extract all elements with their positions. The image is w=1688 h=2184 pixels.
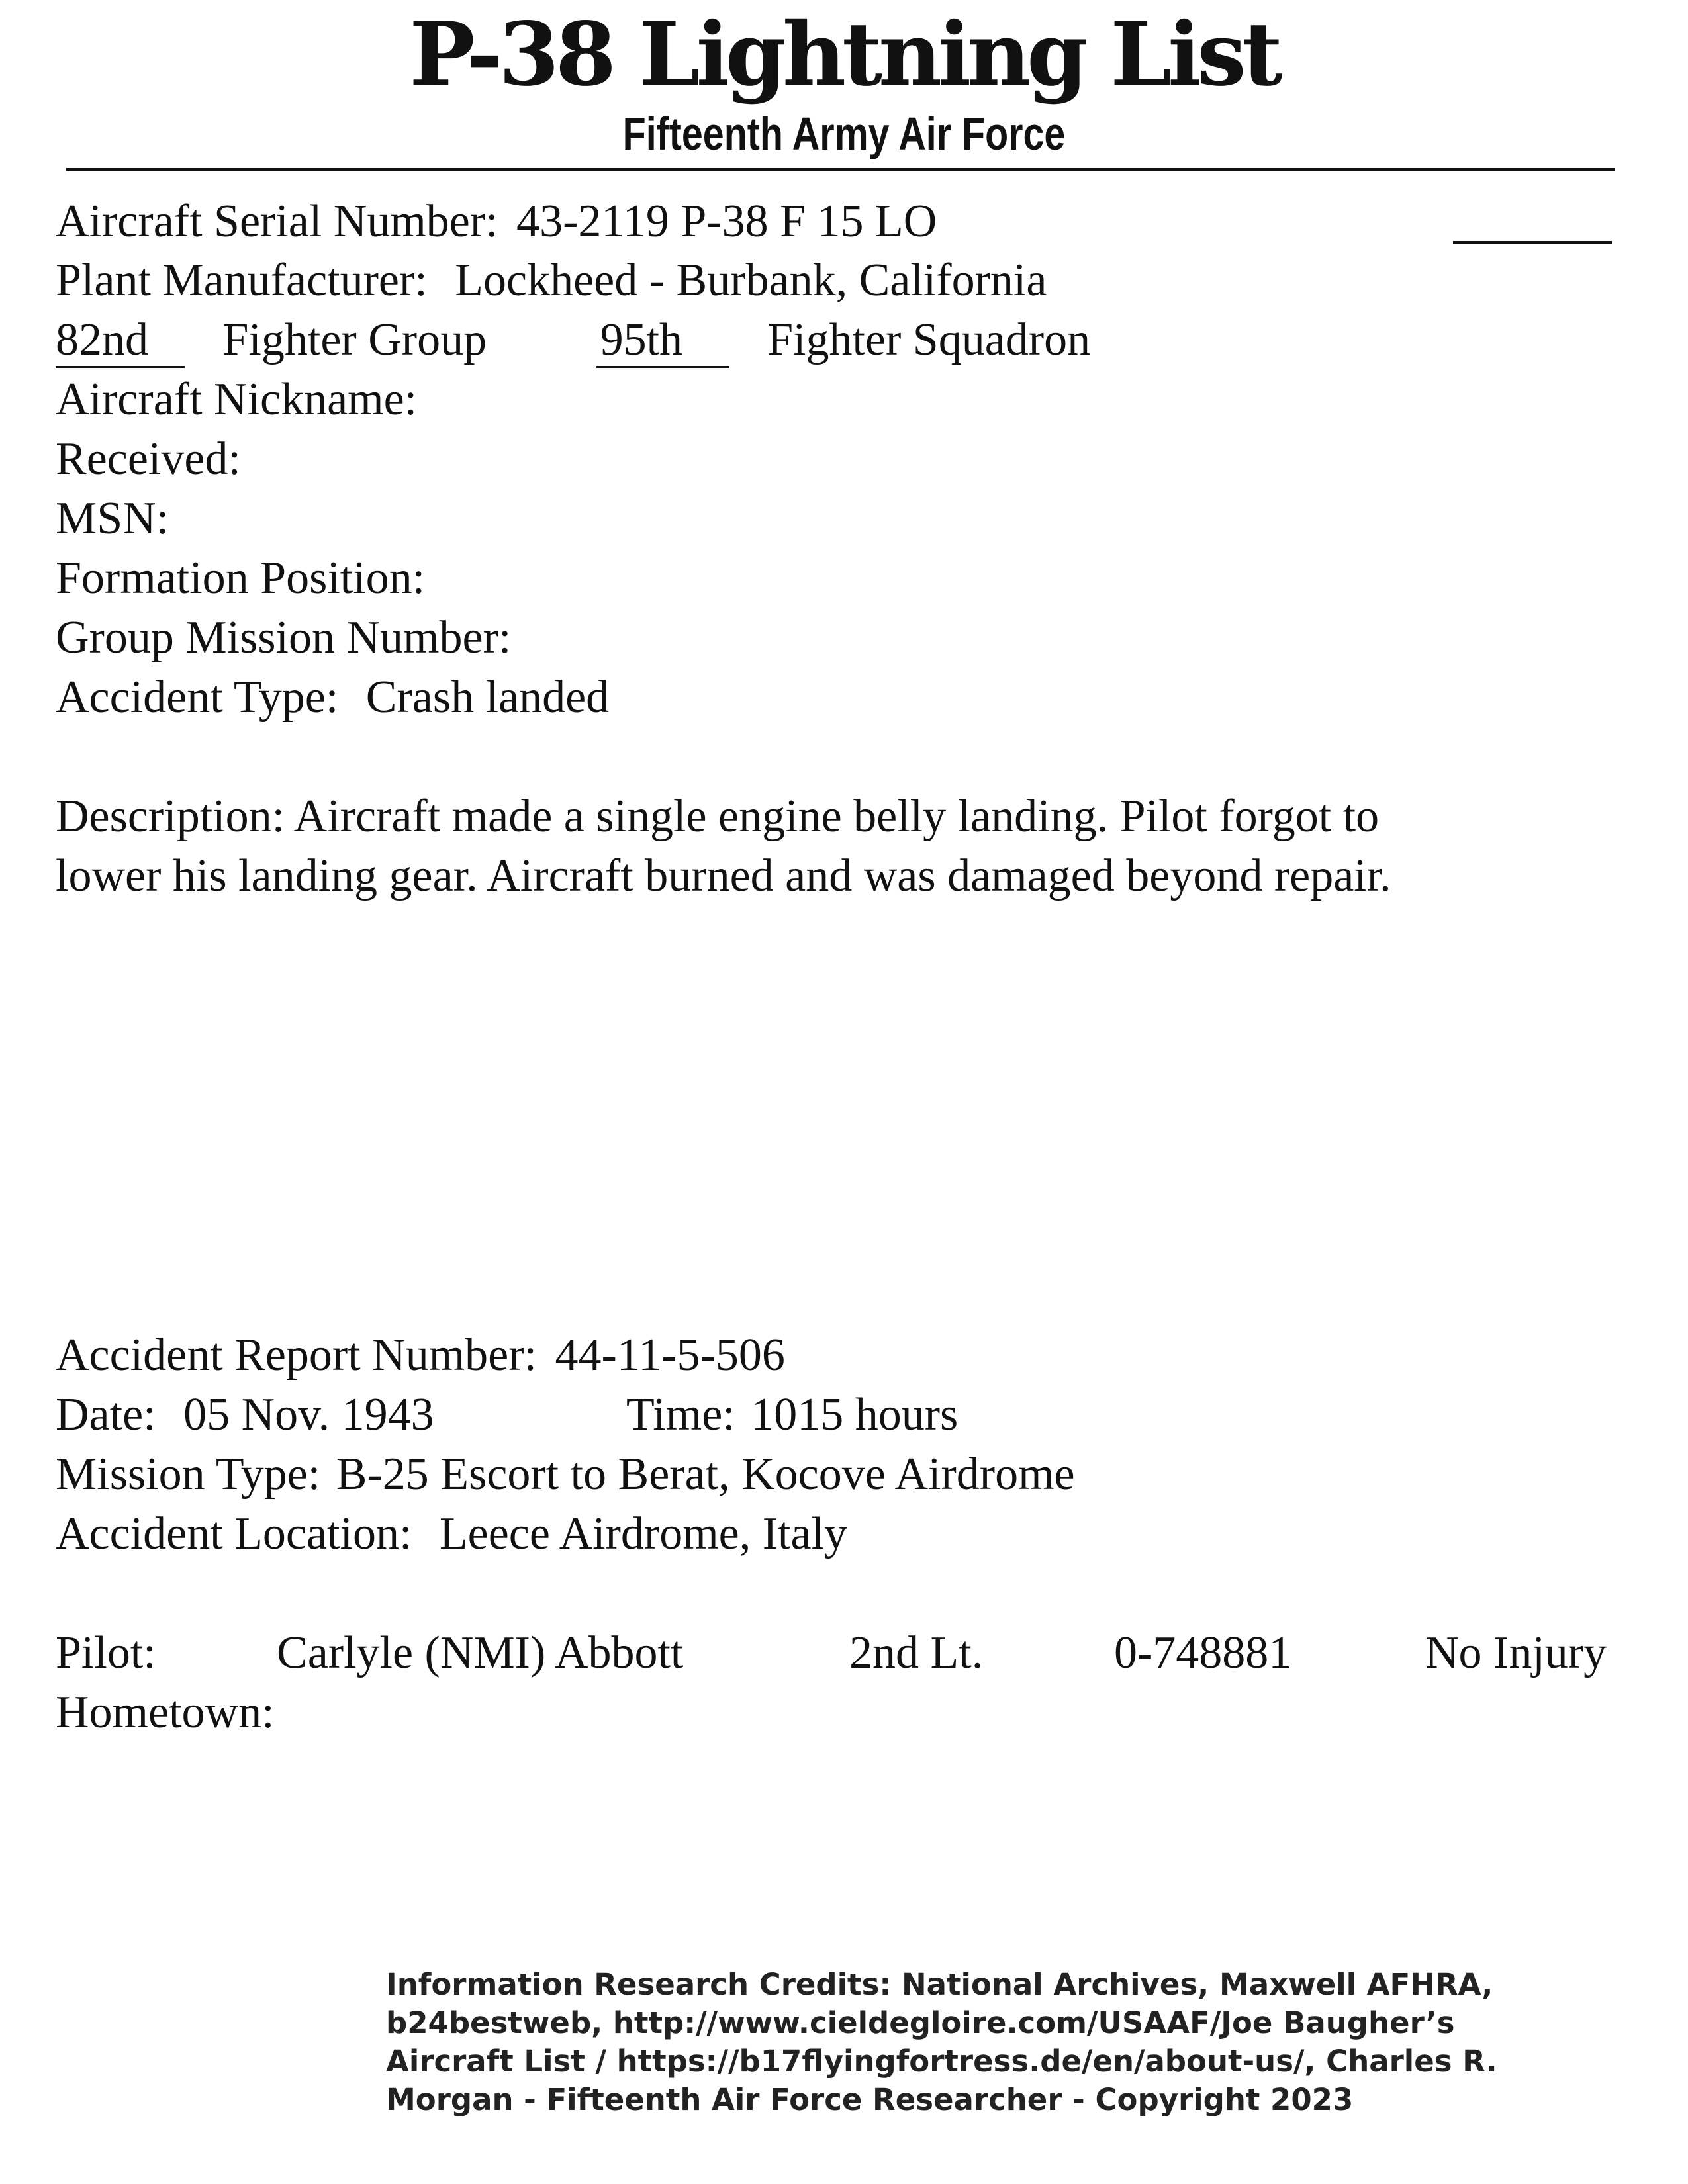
date-value: 05 Nov. 1943 [183,1389,434,1440]
mission-type-label: Mission Type: [56,1449,321,1500]
msn-label: MSN: [56,493,169,544]
group-squadron-row [56,310,1090,370]
pilot-status: No Injury [1425,1627,1607,1678]
accident-location-label: Accident Location: [56,1508,412,1559]
fighter-squadron-label: Fighter Squadron [767,314,1091,365]
nickname-label: Aircraft Nickname: [56,374,418,425]
accident-type-value: Crash landed [365,672,610,723]
hometown-label: Hometown: [56,1687,275,1738]
description-line-1: Description: Aircraft made a single engine belly landing. Pilot forgot to [56,791,1380,842]
blank-fill-line [1453,241,1612,244]
credits-line-1: Information Research Credits: National Archives, Maxwell AFHRA, [386,1967,1493,2002]
date-row [56,1385,434,1445]
pilot-serial: 0-748881 [1114,1627,1292,1678]
accident-location-value: Leece Airdrome, Italy [439,1508,847,1559]
accident-type-label: Accident Type: [56,672,339,723]
fighter-group-value: 82nd [56,314,185,368]
manufacturer-label: Plant Manufacturer: [56,255,428,306]
serial-number-value: 43-2119 P-38 F 15 LO [516,196,937,247]
description-line-2: lower his landing gear. Aircraft burned and was damaged beyond repair. [56,850,1391,901]
mission-type-row [56,1445,1075,1504]
pilot-label: Pilot: [56,1627,156,1678]
page-subtitle: Fifteenth Army Air Force [622,108,1066,159]
fighter-group-label: Fighter Group [222,314,487,365]
pilot-rank: 2nd Lt. [849,1627,984,1678]
research-credits [386,1966,1497,2119]
header-divider [66,168,1615,171]
manufacturer-row [56,251,1047,310]
fighter-squadron-value: 95th [596,314,729,368]
mission-type-value: B-25 Escort to Berat, Kocove Airdrome [336,1449,1075,1500]
serial-number-label: Aircraft Serial Number: [56,196,498,247]
accident-type-row [56,668,609,727]
accident-report-row [56,1326,785,1385]
serial-number-row [56,192,937,251]
date-label: Date: [56,1389,156,1440]
accident-location-row [56,1504,847,1564]
credits-line-2: b24bestweb, http://www.cieldegloire.com/USAAF/Joe Baugher’s [386,2005,1455,2040]
page-title: P-38 Lightning List [409,3,1279,106]
manufacturer-value: Lockheed - Burbank, California [455,255,1047,306]
group-mission-number-label: Group Mission Number: [56,612,512,663]
time-value: 1015 hours [751,1389,959,1440]
pilot-name: Carlyle (NMI) Abbott [277,1627,684,1678]
formation-position-label: Formation Position: [56,553,426,604]
received-label: Received: [56,433,241,484]
accident-report-value: 44-11-5-506 [555,1330,785,1381]
accident-report-label: Accident Report Number: [56,1330,538,1381]
time-label: Time: [626,1389,735,1440]
credits-line-3: Aircraft List / https://b17flyingfortress.de/en/about-us/, Charles R. [386,2044,1497,2079]
time-row [626,1385,958,1445]
credits-line-4: Morgan - Fifteenth Air Force Researcher - Copyright 2023 [386,2082,1354,2117]
